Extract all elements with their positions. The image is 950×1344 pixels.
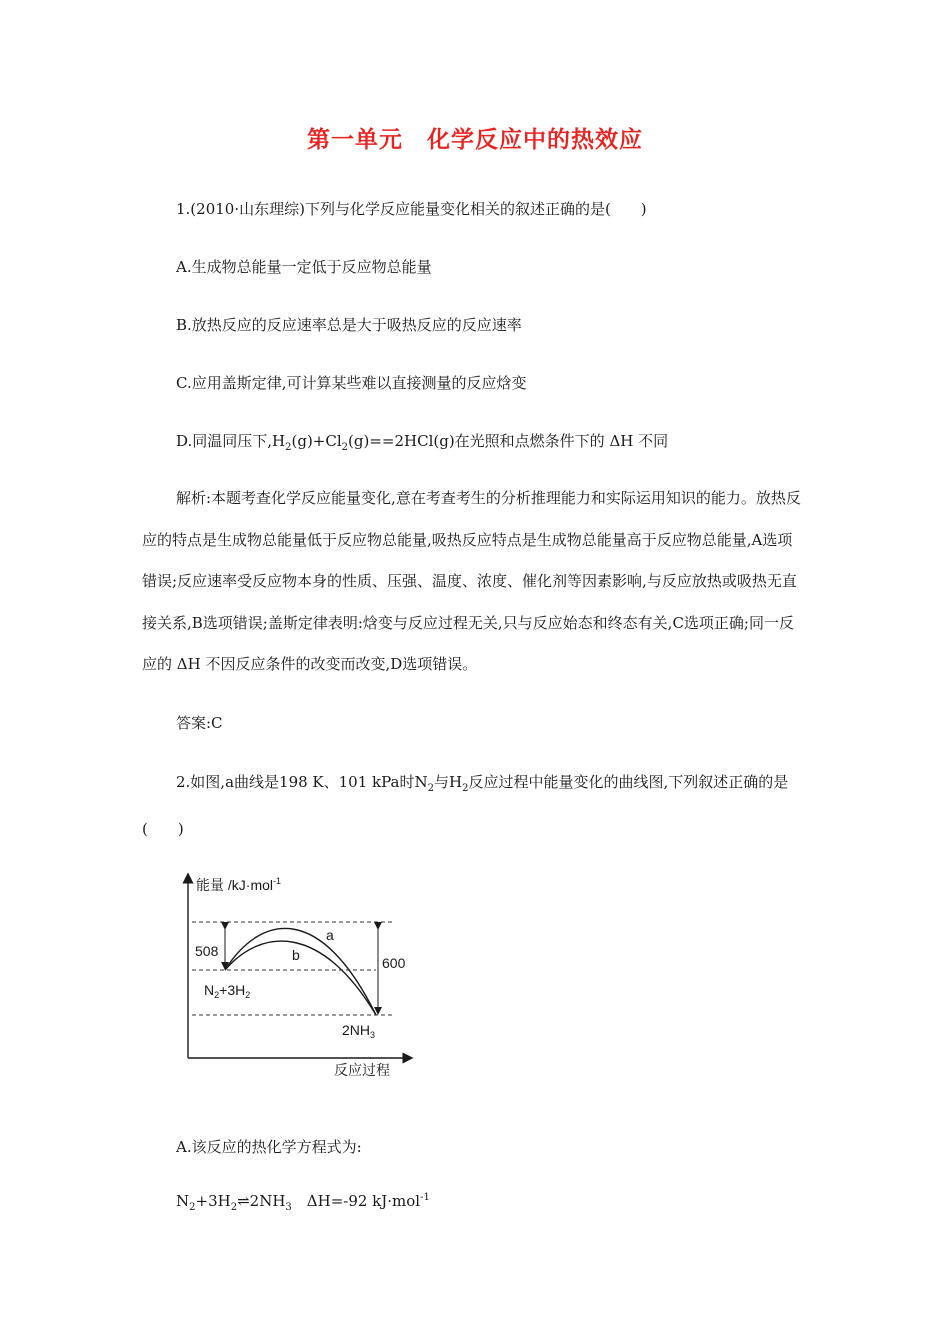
question-2-stem: 2.如图,a曲线是198 K、101 kPa时$N_2$与$H_2$反应过程中能量变化的曲线图,下列叙述正确的是( ) — [142, 773, 789, 838]
curve-a-label: a — [326, 927, 334, 943]
page-title: 第一单元 化学反应中的热效应 — [307, 127, 643, 153]
question-1-answer: 答案:C — [176, 714, 223, 732]
question-1-stem: 1.(2010·山东理综)下列与化学反应能量变化相关的叙述正确的是( ) — [176, 200, 647, 218]
product-label: $2NH_3$ — [342, 1022, 376, 1040]
question-1-option-b: B.放热反应的反应速率总是大于吸热反应的反应速率 — [176, 316, 522, 334]
curve-b-label: b — [292, 947, 300, 963]
reactant-label: $N_2+3H_2$ — [204, 982, 251, 1000]
question-1-option-d: D.同温同压下$,H_2(g)+Cl_2(g)==2HCl(g)$在光照和点燃条件下的 ΔH 不同 — [176, 432, 669, 453]
question-2-option-a: A.该反应的热化学方程式为: — [176, 1138, 362, 1156]
question-1-option-a: A.生成物总能量一定低于反应物总能量 — [176, 258, 432, 276]
curve-a — [225, 928, 376, 1015]
x-axis-label: 反应过程 — [334, 1062, 390, 1078]
y-axis-label: 能量 /kJ·mol$^{-1}$ — [196, 876, 282, 893]
question-1-option-c: C.应用盖斯定律,可计算某些难以直接测量的反应焓变 — [176, 374, 527, 392]
label-600: 600 — [382, 955, 406, 971]
label-508: 508 — [195, 943, 219, 959]
question-2-option-a-equation: $N_2+3H_2\rightleftharpoons 2NH_3$ ΔH=-92 kJ·mol$^{-1}$ — [176, 1192, 430, 1213]
energy-diagram — [176, 868, 416, 1083]
question-1-analysis: 解析:本题考查化学反应能量变化,意在考查考生的分析推理能力和实际运用知识的能力。放热反应的特点是生成物总能量低于反应物总能量,吸热反应特点是生成物总能量高于反应物总能量,A选项错误;反应速率受反应物本身的性质、压强、温度、浓度、催化剂等因素影响,与反应放热或吸热无直接关系,B选项错误;盖斯定律表明:焓变与反应过程无关,只与反应始态和终态有关,C选项正确;同一反应的 ΔH 不因反应条件的改变而改变,D选项错误。 — [142, 489, 801, 673]
curve-b — [225, 941, 376, 1015]
